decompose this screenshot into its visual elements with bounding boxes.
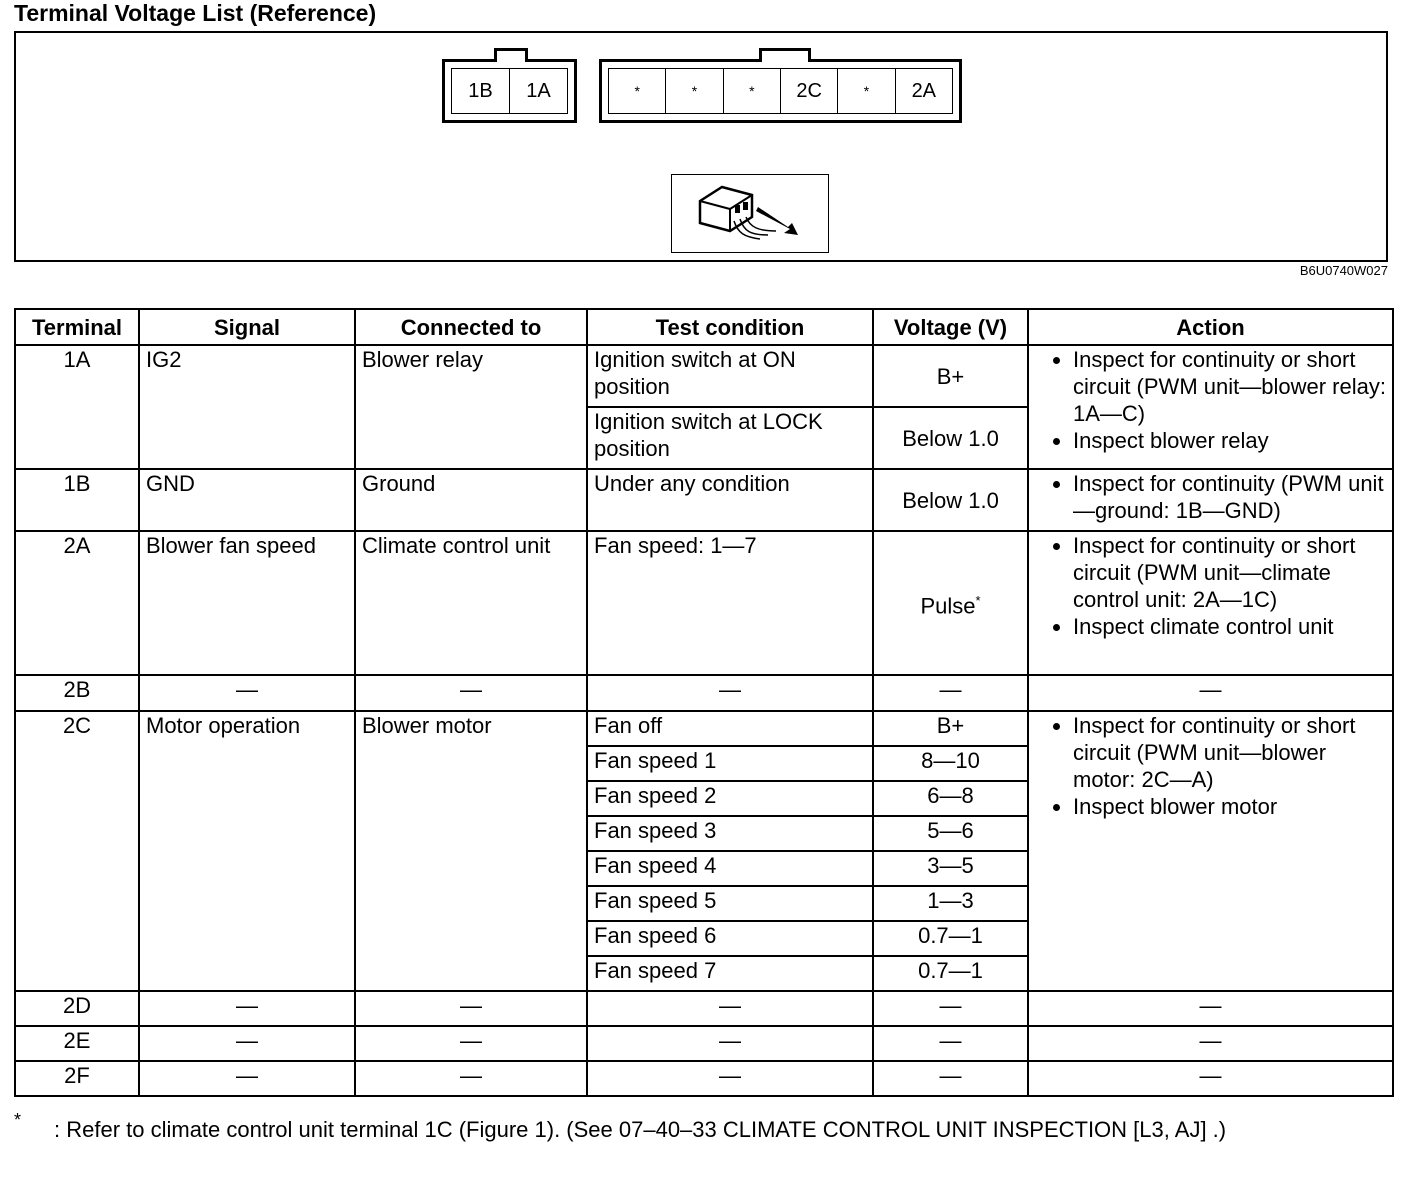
empty-cell: — (1028, 675, 1393, 711)
column-header: Connected to (355, 309, 587, 345)
footnote-mark: * (14, 1110, 22, 1130)
connector-pin: 2C (781, 69, 838, 113)
empty-cell: — (139, 1061, 355, 1096)
terminal-cell: 2F (15, 1061, 139, 1096)
voltage-cell: Below 1.0 (873, 469, 1028, 531)
action-item: • Inspect blower relay (1073, 427, 1386, 454)
terminal-cell: 2A (15, 531, 139, 675)
table-row (15, 531, 1393, 675)
signal-cell: Blower fan speed (139, 531, 355, 675)
action-item: • Inspect for continuity or short circuit (PWM unit—blower motor: 2C—A) (1073, 712, 1386, 793)
connector-pin: 2A (911, 79, 937, 102)
figure-code: B6U0740W027 (1299, 263, 1388, 278)
signal-cell: GND (139, 469, 355, 531)
connector-pin: * (609, 69, 666, 113)
empty-cell: — (873, 675, 1028, 711)
table-row (15, 675, 1393, 711)
condition-cell: Fan speed 7 (587, 956, 873, 991)
connector-2 (599, 59, 962, 123)
condition-cell: Under any condition (587, 469, 873, 531)
empty-cell: — (873, 1061, 1028, 1096)
table-row (15, 991, 1393, 1026)
voltage-cell: 8—10 (873, 746, 1028, 781)
signal-cell: IG2 (139, 345, 355, 469)
table-row (15, 469, 1393, 531)
voltage-cell: Below 1.0 (873, 407, 1028, 469)
action-cell (1028, 531, 1393, 675)
condition-cell: Fan speed 2 (587, 781, 873, 816)
table-row (15, 1061, 1393, 1096)
empty-cell: — (355, 1061, 587, 1096)
empty-cell: — (139, 1026, 355, 1061)
voltage-cell: 6—8 (873, 781, 1028, 816)
terminal-cell: 2D (15, 991, 139, 1026)
action-item: • Inspect for continuity or short circuit (PWM unit—blower relay: 1A—C) (1073, 346, 1386, 427)
connector-pin: * (666, 69, 723, 113)
footnote-mark: * (975, 592, 981, 608)
table-header (15, 309, 1393, 345)
condition-cell: Fan speed 4 (587, 851, 873, 886)
voltage-cell: B+ (873, 711, 1028, 746)
action-item: • Inspect for continuity or short circuit (PWM unit—climate control unit: 2A—1C) (1073, 532, 1386, 613)
signal-cell: Motor operation (139, 711, 355, 991)
empty-cell: — (587, 1026, 873, 1061)
terminal-cell: 2B (15, 675, 139, 711)
column-header: Voltage (V) (873, 309, 1028, 345)
empty-cell: — (873, 991, 1028, 1026)
voltage-cell (873, 531, 1028, 675)
table-row (15, 345, 1393, 407)
action-cell (1028, 345, 1393, 469)
connector-pin: 1A (526, 79, 551, 102)
empty-cell: — (873, 1026, 1028, 1061)
empty-cell: — (1028, 1026, 1393, 1061)
connected-cell: Climate control unit (355, 531, 587, 675)
terminal-cell: 1A (15, 345, 139, 469)
footnote-text: : Refer to climate control unit terminal 1C (Figure 1). (See 07–40–33 CLIMATE CONTROL UNIT INSPECTION [L3, AJ] .) (54, 1117, 1227, 1142)
voltage-cell: 1—3 (873, 886, 1028, 921)
empty-cell: — (1028, 991, 1393, 1026)
empty-cell: — (139, 991, 355, 1026)
condition-cell: Ignition switch at LOCK position (587, 407, 873, 469)
action-cell (1028, 711, 1393, 991)
condition-cell: Fan off (587, 711, 873, 746)
condition-cell: Fan speed 5 (587, 886, 873, 921)
condition-cell: Fan speed 6 (587, 921, 873, 956)
column-header: Test condition (587, 309, 873, 345)
condition-cell: Fan speed 1 (587, 746, 873, 781)
action-item: • Inspect for continuity (PWM unit—ground: 1B—GND) (1073, 470, 1386, 524)
empty-cell: — (587, 1061, 873, 1096)
action-item: • Inspect climate control unit (1073, 613, 1386, 640)
column-header: Action (1028, 309, 1393, 345)
connector-1 (442, 59, 577, 123)
voltage-cell: 0.7—1 (873, 956, 1028, 991)
empty-cell: — (587, 675, 873, 711)
action-cell (1028, 469, 1393, 531)
table-row (15, 1026, 1393, 1061)
terminal-cell: 1B (15, 469, 139, 531)
terminal-voltage-table (14, 308, 1394, 1097)
table-row (15, 711, 1393, 746)
voltage-cell: 5—6 (873, 816, 1028, 851)
action-item: • Inspect blower motor (1073, 793, 1386, 820)
column-header: Terminal (15, 309, 139, 345)
empty-cell: — (1028, 1061, 1393, 1096)
terminal-cell: 2C (15, 711, 139, 991)
empty-cell: — (587, 991, 873, 1026)
connector-harness-icon (672, 175, 827, 251)
connected-cell: Ground (355, 469, 587, 531)
condition-cell: Fan speed 3 (587, 816, 873, 851)
page-title: Terminal Voltage List (Reference) (14, 0, 377, 26)
connected-cell: Blower relay (355, 345, 587, 469)
connector-pin: 1B (452, 69, 510, 113)
voltage-cell: 3—5 (873, 851, 1028, 886)
empty-cell: — (139, 675, 355, 711)
condition-cell: Ignition switch at ON position (587, 345, 873, 407)
column-header: Signal (139, 309, 355, 345)
connector-pin: * (838, 69, 895, 113)
voltage-cell: 0.7—1 (873, 921, 1028, 956)
connected-cell: Blower motor (355, 711, 587, 991)
voltage-value: Pulse (920, 593, 976, 619)
connector-view-illustration (671, 174, 829, 253)
connector-pin: * (724, 69, 781, 113)
empty-cell: — (355, 1026, 587, 1061)
condition-cell: Fan speed: 1—7 (587, 531, 873, 675)
empty-cell: — (355, 675, 587, 711)
empty-cell: — (355, 991, 587, 1026)
voltage-cell: B+ (873, 345, 1028, 407)
terminal-cell: 2E (15, 1026, 139, 1061)
